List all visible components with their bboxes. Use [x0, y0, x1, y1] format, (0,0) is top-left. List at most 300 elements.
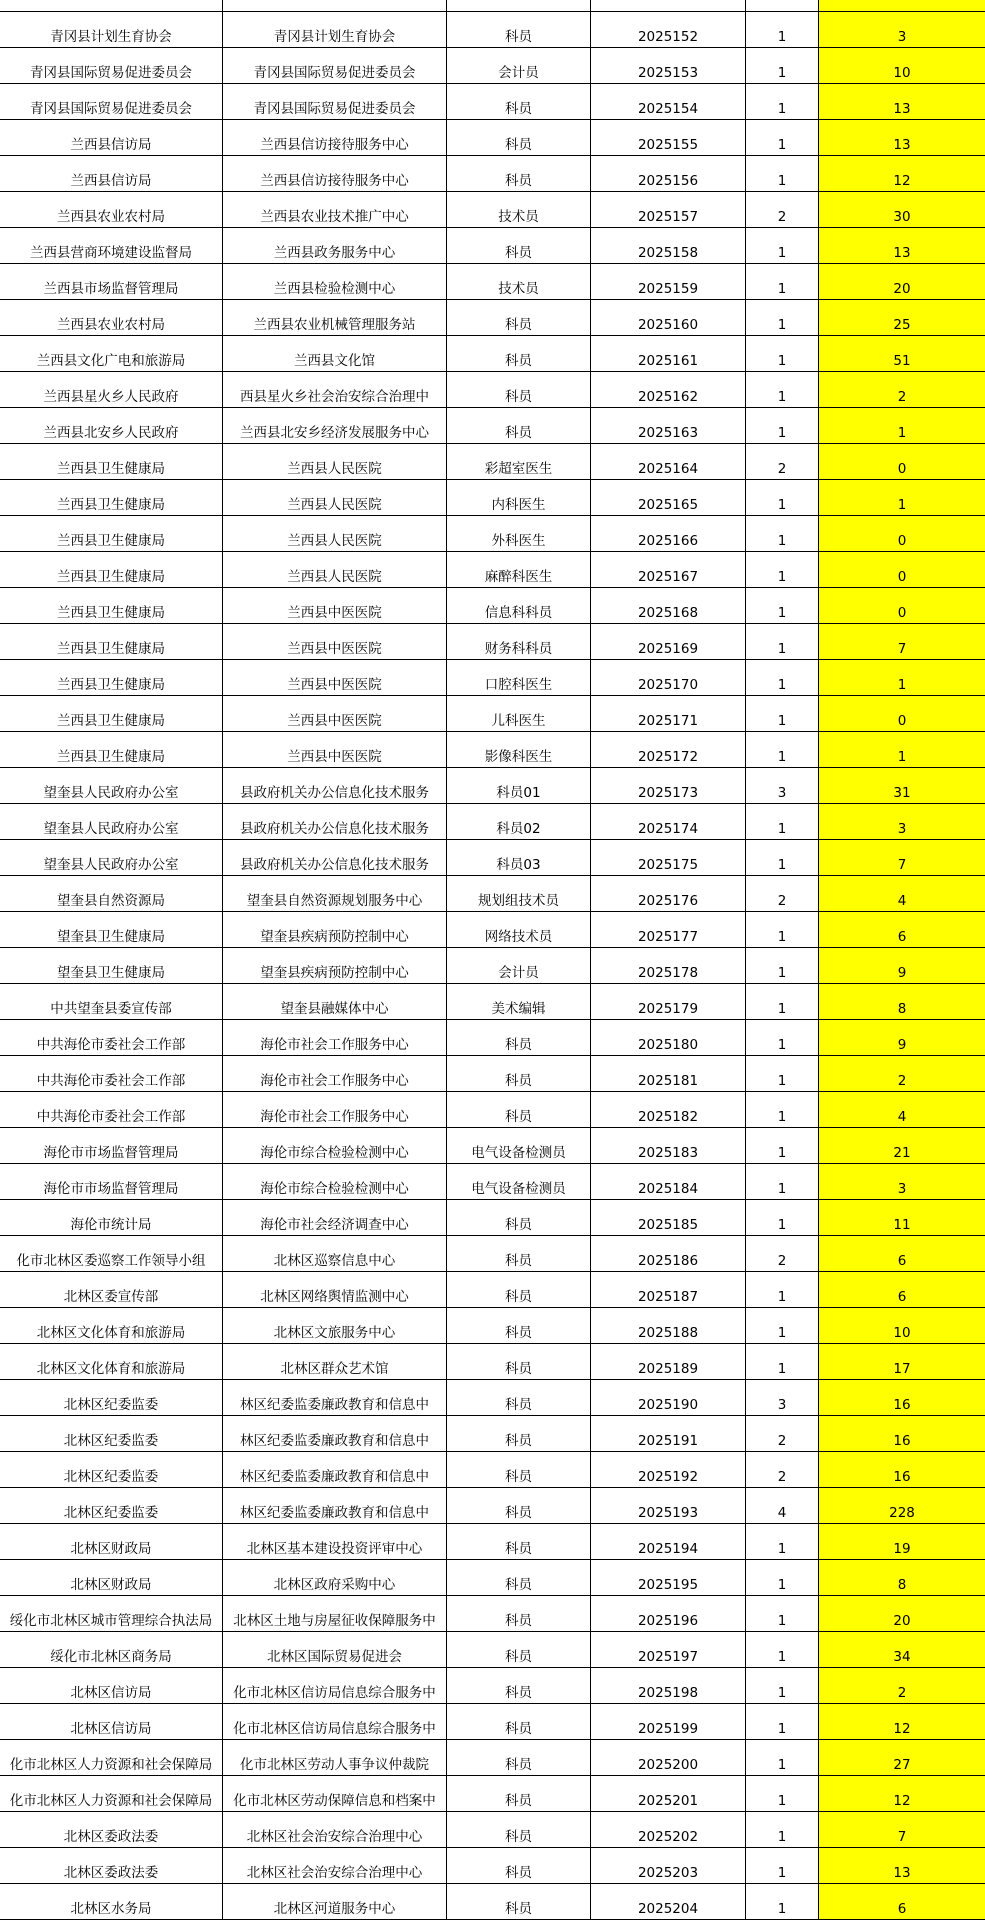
department-cell[interactable] [0, 624, 223, 660]
quota-cell[interactable] [746, 264, 819, 300]
position-code-cell[interactable] [591, 156, 746, 192]
quota-cell[interactable] [746, 1632, 819, 1668]
position-cell[interactable] [447, 912, 591, 948]
unit-cell[interactable] [223, 1128, 447, 1164]
applicant-count-cell[interactable] [819, 1776, 985, 1812]
unit-cell[interactable] [223, 912, 447, 948]
position-code-cell[interactable] [591, 228, 746, 264]
unit-cell[interactable] [223, 1020, 447, 1056]
unit-cell[interactable] [223, 156, 447, 192]
department-cell[interactable] [0, 1668, 223, 1704]
applicant-count-cell[interactable] [819, 1416, 985, 1452]
unit-cell[interactable] [223, 804, 447, 840]
position-code-cell[interactable] [591, 840, 746, 876]
position-cell[interactable] [447, 624, 591, 660]
position-cell[interactable] [447, 1632, 591, 1668]
position-code-cell[interactable] [591, 336, 746, 372]
applicant-count-cell[interactable] [819, 1632, 985, 1668]
unit-cell[interactable] [223, 696, 447, 732]
department-cell[interactable] [0, 1308, 223, 1344]
applicant-count-cell[interactable] [819, 1884, 985, 1920]
quota-cell[interactable] [746, 1128, 819, 1164]
position-code-cell[interactable] [591, 1668, 746, 1704]
applicant-count-cell[interactable] [819, 1092, 985, 1128]
unit-cell[interactable] [223, 948, 447, 984]
applicant-count-cell[interactable] [819, 1344, 985, 1380]
position-cell[interactable] [447, 1668, 591, 1704]
department-cell[interactable] [0, 1092, 223, 1128]
department-cell[interactable] [0, 768, 223, 804]
department-cell[interactable] [0, 696, 223, 732]
position-cell[interactable] [447, 1236, 591, 1272]
department-cell[interactable] [0, 732, 223, 768]
unit-cell[interactable] [223, 336, 447, 372]
position-cell[interactable] [447, 480, 591, 516]
applicant-count-cell[interactable] [819, 1488, 985, 1524]
department-cell[interactable] [0, 1632, 223, 1668]
position-cell[interactable] [447, 336, 591, 372]
position-cell[interactable] [447, 1884, 591, 1920]
applicant-count-cell[interactable] [819, 1020, 985, 1056]
department-cell[interactable] [0, 1380, 223, 1416]
unit-cell[interactable] [223, 1452, 447, 1488]
position-cell[interactable] [447, 732, 591, 768]
position-code-cell[interactable] [591, 768, 746, 804]
applicant-count-cell[interactable] [819, 372, 985, 408]
department-cell[interactable] [0, 1272, 223, 1308]
applicant-count-cell[interactable] [819, 912, 985, 948]
quota-cell[interactable] [746, 876, 819, 912]
position-cell[interactable] [447, 156, 591, 192]
applicant-count-cell[interactable] [819, 48, 985, 84]
unit-cell[interactable] [223, 12, 447, 48]
unit-cell[interactable] [223, 1308, 447, 1344]
position-code-cell[interactable] [591, 408, 746, 444]
quota-cell[interactable] [746, 1704, 819, 1740]
position-cell[interactable] [447, 1056, 591, 1092]
position-code-cell[interactable] [591, 696, 746, 732]
position-code-cell[interactable] [591, 1092, 746, 1128]
position-code-cell[interactable] [591, 1632, 746, 1668]
quota-cell[interactable] [746, 588, 819, 624]
applicant-count-cell[interactable] [819, 552, 985, 588]
unit-cell[interactable] [223, 1488, 447, 1524]
department-cell[interactable] [0, 372, 223, 408]
unit-cell[interactable] [223, 1632, 447, 1668]
unit-cell[interactable] [223, 1596, 447, 1632]
quota-cell[interactable] [746, 696, 819, 732]
unit-cell[interactable] [223, 768, 447, 804]
department-cell[interactable] [0, 120, 223, 156]
department-cell[interactable] [0, 912, 223, 948]
position-code-cell[interactable] [591, 1704, 746, 1740]
unit-cell[interactable] [223, 1884, 447, 1920]
quota-cell[interactable] [746, 1380, 819, 1416]
department-cell[interactable] [0, 336, 223, 372]
unit-cell[interactable] [223, 984, 447, 1020]
position-code-cell[interactable] [591, 1308, 746, 1344]
quota-cell[interactable] [746, 480, 819, 516]
department-cell[interactable] [0, 480, 223, 516]
position-code-cell[interactable] [591, 660, 746, 696]
applicant-count-cell[interactable] [819, 624, 985, 660]
position-cell[interactable] [447, 1488, 591, 1524]
position-code-cell[interactable] [591, 1164, 746, 1200]
quota-cell[interactable] [746, 1164, 819, 1200]
unit-cell[interactable] [223, 1560, 447, 1596]
unit-cell[interactable] [223, 1380, 447, 1416]
department-cell[interactable] [0, 1128, 223, 1164]
position-cell[interactable] [447, 1344, 591, 1380]
unit-cell[interactable] [223, 732, 447, 768]
department-cell[interactable] [0, 48, 223, 84]
applicant-count-cell[interactable] [819, 336, 985, 372]
quota-cell[interactable] [746, 0, 819, 12]
unit-cell[interactable] [223, 1848, 447, 1884]
applicant-count-cell[interactable] [819, 1236, 985, 1272]
department-cell[interactable] [0, 12, 223, 48]
quota-cell[interactable] [746, 336, 819, 372]
quota-cell[interactable] [746, 1884, 819, 1920]
position-cell[interactable] [447, 120, 591, 156]
position-cell[interactable] [447, 1524, 591, 1560]
position-cell[interactable] [447, 516, 591, 552]
position-code-cell[interactable] [591, 0, 746, 12]
position-cell[interactable] [447, 12, 591, 48]
position-cell[interactable] [447, 588, 591, 624]
unit-cell[interactable] [223, 624, 447, 660]
applicant-count-cell[interactable] [819, 1380, 985, 1416]
quota-cell[interactable] [746, 1236, 819, 1272]
applicant-count-cell[interactable] [819, 192, 985, 228]
applicant-count-cell[interactable] [819, 696, 985, 732]
position-cell[interactable] [447, 1200, 591, 1236]
quota-cell[interactable] [746, 1200, 819, 1236]
position-cell[interactable] [447, 552, 591, 588]
position-code-cell[interactable] [591, 1272, 746, 1308]
applicant-count-cell[interactable] [819, 1812, 985, 1848]
unit-cell[interactable] [223, 444, 447, 480]
department-cell[interactable] [0, 1740, 223, 1776]
position-code-cell[interactable] [591, 912, 746, 948]
quota-cell[interactable] [746, 516, 819, 552]
unit-cell[interactable] [223, 660, 447, 696]
applicant-count-cell[interactable] [819, 12, 985, 48]
quota-cell[interactable] [746, 1272, 819, 1308]
quota-cell[interactable] [746, 984, 819, 1020]
position-cell[interactable] [447, 1848, 591, 1884]
quota-cell[interactable] [746, 444, 819, 480]
department-cell[interactable] [0, 588, 223, 624]
quota-cell[interactable] [746, 408, 819, 444]
position-code-cell[interactable] [591, 1236, 746, 1272]
applicant-count-cell[interactable] [819, 1308, 985, 1344]
position-code-cell[interactable] [591, 1128, 746, 1164]
quota-cell[interactable] [746, 1776, 819, 1812]
unit-cell[interactable] [223, 516, 447, 552]
quota-cell[interactable] [746, 1092, 819, 1128]
position-cell[interactable] [447, 1020, 591, 1056]
department-cell[interactable] [0, 1164, 223, 1200]
department-cell[interactable] [0, 264, 223, 300]
position-code-cell[interactable] [591, 516, 746, 552]
position-cell[interactable] [447, 840, 591, 876]
department-cell[interactable] [0, 660, 223, 696]
position-cell[interactable] [447, 1776, 591, 1812]
quota-cell[interactable] [746, 624, 819, 660]
position-cell[interactable] [447, 876, 591, 912]
department-cell[interactable] [0, 1704, 223, 1740]
applicant-count-cell[interactable] [819, 228, 985, 264]
department-cell[interactable] [0, 1596, 223, 1632]
applicant-count-cell[interactable] [819, 1272, 985, 1308]
quota-cell[interactable] [746, 48, 819, 84]
position-code-cell[interactable] [591, 372, 746, 408]
unit-cell[interactable] [223, 1200, 447, 1236]
department-cell[interactable] [0, 1776, 223, 1812]
position-cell[interactable] [447, 984, 591, 1020]
applicant-count-cell[interactable] [819, 1524, 985, 1560]
applicant-count-cell[interactable] [819, 408, 985, 444]
applicant-count-cell[interactable] [819, 1740, 985, 1776]
position-code-cell[interactable] [591, 1488, 746, 1524]
quota-cell[interactable] [746, 1524, 819, 1560]
position-code-cell[interactable] [591, 192, 746, 228]
department-cell[interactable] [0, 876, 223, 912]
position-cell[interactable] [447, 1452, 591, 1488]
quota-cell[interactable] [746, 552, 819, 588]
quota-cell[interactable] [746, 1740, 819, 1776]
unit-cell[interactable] [223, 876, 447, 912]
position-cell[interactable] [447, 1416, 591, 1452]
applicant-count-cell[interactable] [819, 1704, 985, 1740]
position-code-cell[interactable] [591, 48, 746, 84]
applicant-count-cell[interactable] [819, 120, 985, 156]
department-cell[interactable] [0, 0, 223, 12]
position-code-cell[interactable] [591, 264, 746, 300]
applicant-count-cell[interactable] [819, 984, 985, 1020]
unit-cell[interactable] [223, 480, 447, 516]
unit-cell[interactable] [223, 120, 447, 156]
quota-cell[interactable] [746, 1416, 819, 1452]
quota-cell[interactable] [746, 156, 819, 192]
unit-cell[interactable] [223, 372, 447, 408]
position-cell[interactable] [447, 300, 591, 336]
department-cell[interactable] [0, 1020, 223, 1056]
position-code-cell[interactable] [591, 624, 746, 660]
position-cell[interactable] [447, 1740, 591, 1776]
position-cell[interactable] [447, 696, 591, 732]
position-code-cell[interactable] [591, 588, 746, 624]
position-code-cell[interactable] [591, 444, 746, 480]
position-cell[interactable] [447, 1092, 591, 1128]
applicant-count-cell[interactable] [819, 516, 985, 552]
applicant-count-cell[interactable] [819, 1848, 985, 1884]
position-cell[interactable] [447, 444, 591, 480]
quota-cell[interactable] [746, 1812, 819, 1848]
quota-cell[interactable] [746, 192, 819, 228]
quota-cell[interactable] [746, 120, 819, 156]
department-cell[interactable] [0, 84, 223, 120]
quota-cell[interactable] [746, 660, 819, 696]
position-code-cell[interactable] [591, 1740, 746, 1776]
unit-cell[interactable] [223, 1092, 447, 1128]
position-code-cell[interactable] [591, 1200, 746, 1236]
applicant-count-cell[interactable] [819, 1596, 985, 1632]
position-code-cell[interactable] [591, 876, 746, 912]
department-cell[interactable] [0, 516, 223, 552]
quota-cell[interactable] [746, 912, 819, 948]
position-cell[interactable] [447, 948, 591, 984]
department-cell[interactable] [0, 804, 223, 840]
unit-cell[interactable] [223, 84, 447, 120]
position-cell[interactable] [447, 1128, 591, 1164]
applicant-count-cell[interactable] [819, 660, 985, 696]
position-code-cell[interactable] [591, 12, 746, 48]
position-code-cell[interactable] [591, 1056, 746, 1092]
unit-cell[interactable] [223, 1704, 447, 1740]
position-code-cell[interactable] [591, 1848, 746, 1884]
unit-cell[interactable] [223, 1416, 447, 1452]
applicant-count-cell[interactable] [819, 1128, 985, 1164]
quota-cell[interactable] [746, 1596, 819, 1632]
position-cell[interactable] [447, 372, 591, 408]
department-cell[interactable] [0, 1524, 223, 1560]
department-cell[interactable] [0, 1236, 223, 1272]
applicant-count-cell[interactable] [819, 732, 985, 768]
position-code-cell[interactable] [591, 804, 746, 840]
applicant-count-cell[interactable] [819, 1452, 985, 1488]
applicant-count-cell[interactable] [819, 1668, 985, 1704]
department-cell[interactable] [0, 408, 223, 444]
unit-cell[interactable] [223, 588, 447, 624]
quota-cell[interactable] [746, 228, 819, 264]
quota-cell[interactable] [746, 804, 819, 840]
unit-cell[interactable] [223, 1668, 447, 1704]
unit-cell[interactable] [223, 1344, 447, 1380]
position-code-cell[interactable] [591, 1776, 746, 1812]
department-cell[interactable] [0, 1416, 223, 1452]
quota-cell[interactable] [746, 300, 819, 336]
department-cell[interactable] [0, 228, 223, 264]
unit-cell[interactable] [223, 1524, 447, 1560]
department-cell[interactable] [0, 1056, 223, 1092]
unit-cell[interactable] [223, 840, 447, 876]
department-cell[interactable] [0, 1344, 223, 1380]
position-code-cell[interactable] [591, 1452, 746, 1488]
department-cell[interactable] [0, 300, 223, 336]
applicant-count-cell[interactable] [819, 300, 985, 336]
department-cell[interactable] [0, 948, 223, 984]
quota-cell[interactable] [746, 1668, 819, 1704]
position-cell[interactable] [447, 228, 591, 264]
quota-cell[interactable] [746, 372, 819, 408]
unit-cell[interactable] [223, 264, 447, 300]
applicant-count-cell[interactable] [819, 1200, 985, 1236]
quota-cell[interactable] [746, 12, 819, 48]
applicant-count-cell[interactable] [819, 768, 985, 804]
quota-cell[interactable] [746, 1488, 819, 1524]
quota-cell[interactable] [746, 948, 819, 984]
unit-cell[interactable] [223, 1740, 447, 1776]
applicant-count-cell[interactable] [819, 84, 985, 120]
position-code-cell[interactable] [591, 1812, 746, 1848]
position-code-cell[interactable] [591, 984, 746, 1020]
position-cell[interactable] [447, 1164, 591, 1200]
quota-cell[interactable] [746, 1056, 819, 1092]
position-code-cell[interactable] [591, 1560, 746, 1596]
position-code-cell[interactable] [591, 120, 746, 156]
unit-cell[interactable] [223, 1056, 447, 1092]
quota-cell[interactable] [746, 1452, 819, 1488]
applicant-count-cell[interactable] [819, 876, 985, 912]
position-cell[interactable] [447, 48, 591, 84]
unit-cell[interactable] [223, 1164, 447, 1200]
applicant-count-cell[interactable] [819, 480, 985, 516]
unit-cell[interactable] [223, 48, 447, 84]
unit-cell[interactable] [223, 192, 447, 228]
quota-cell[interactable] [746, 1848, 819, 1884]
position-code-cell[interactable] [591, 300, 746, 336]
position-code-cell[interactable] [591, 1524, 746, 1560]
position-cell[interactable] [447, 1560, 591, 1596]
quota-cell[interactable] [746, 1560, 819, 1596]
unit-cell[interactable] [223, 1776, 447, 1812]
position-code-cell[interactable] [591, 1380, 746, 1416]
department-cell[interactable] [0, 552, 223, 588]
quota-cell[interactable] [746, 1020, 819, 1056]
position-code-cell[interactable] [591, 732, 746, 768]
position-code-cell[interactable] [591, 480, 746, 516]
position-cell[interactable] [447, 660, 591, 696]
department-cell[interactable] [0, 1884, 223, 1920]
quota-cell[interactable] [746, 1308, 819, 1344]
applicant-count-cell[interactable] [819, 948, 985, 984]
unit-cell[interactable] [223, 552, 447, 588]
department-cell[interactable] [0, 156, 223, 192]
department-cell[interactable] [0, 840, 223, 876]
unit-cell[interactable] [223, 0, 447, 12]
position-cell[interactable] [447, 192, 591, 228]
position-cell[interactable] [447, 1272, 591, 1308]
applicant-count-cell[interactable] [819, 156, 985, 192]
position-cell[interactable] [447, 1596, 591, 1632]
applicant-count-cell[interactable] [819, 804, 985, 840]
position-code-cell[interactable] [591, 1596, 746, 1632]
unit-cell[interactable] [223, 300, 447, 336]
quota-cell[interactable] [746, 840, 819, 876]
applicant-count-cell[interactable] [819, 588, 985, 624]
unit-cell[interactable] [223, 1272, 447, 1308]
position-code-cell[interactable] [591, 1344, 746, 1380]
position-code-cell[interactable] [591, 1020, 746, 1056]
applicant-count-cell[interactable] [819, 444, 985, 480]
unit-cell[interactable] [223, 1236, 447, 1272]
position-cell[interactable] [447, 0, 591, 12]
position-code-cell[interactable] [591, 552, 746, 588]
unit-cell[interactable] [223, 228, 447, 264]
applicant-count-cell[interactable] [819, 1164, 985, 1200]
applicant-count-cell[interactable] [819, 264, 985, 300]
department-cell[interactable] [0, 1452, 223, 1488]
position-cell[interactable] [447, 768, 591, 804]
position-code-cell[interactable] [591, 1416, 746, 1452]
department-cell[interactable] [0, 1812, 223, 1848]
department-cell[interactable] [0, 1488, 223, 1524]
position-cell[interactable] [447, 1308, 591, 1344]
department-cell[interactable] [0, 444, 223, 480]
position-code-cell[interactable] [591, 84, 746, 120]
